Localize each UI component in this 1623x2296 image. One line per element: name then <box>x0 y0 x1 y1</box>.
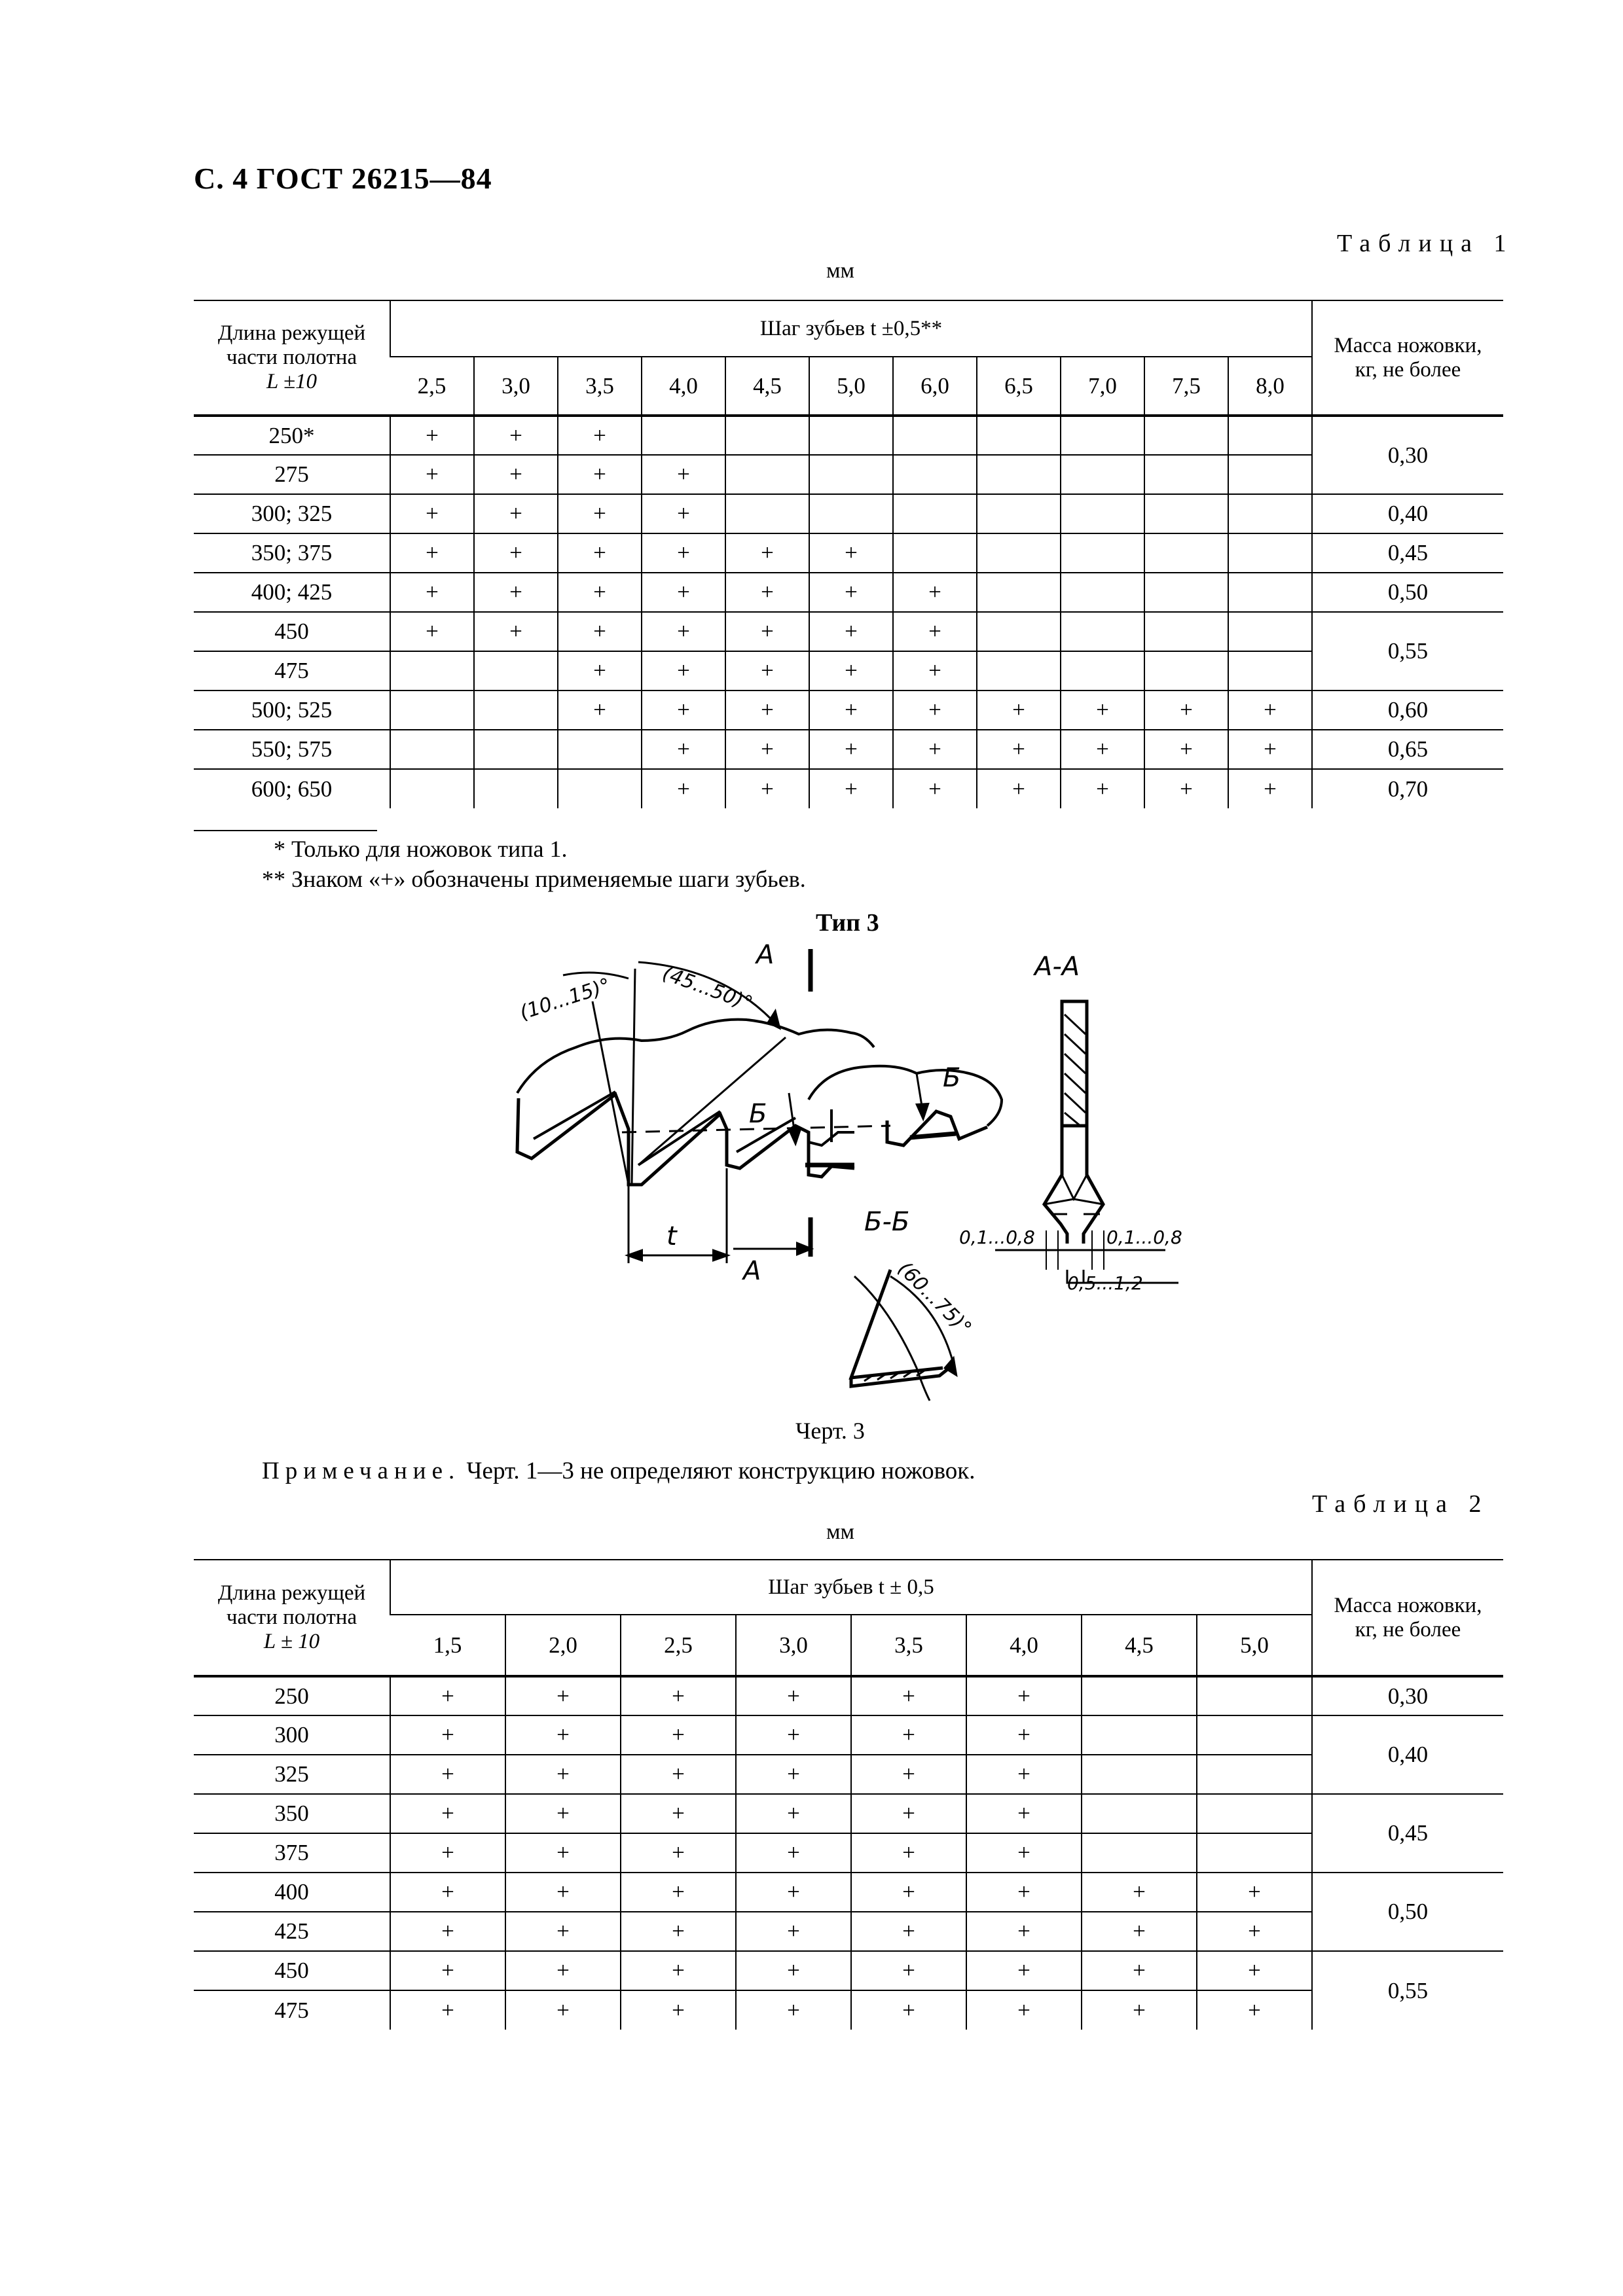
pitch-cell: + <box>621 1873 736 1912</box>
pitch-cell: + <box>621 1833 736 1873</box>
pitch-cell: + <box>390 1794 505 1833</box>
pitch-header-cell: 3,5 <box>851 1615 966 1676</box>
pitch-cell: + <box>390 573 474 612</box>
pitch-cell <box>1144 494 1228 533</box>
pitch-cell <box>893 455 977 494</box>
pitch-cell: + <box>809 769 893 808</box>
pitch-cell <box>1228 455 1312 494</box>
angle-label-1: (10...15)° <box>517 974 613 1025</box>
pitch-cell <box>474 691 558 730</box>
length-cell: 450 <box>194 1951 390 1990</box>
pitch-cell: + <box>966 1912 1082 1951</box>
pitch-cell: + <box>736 1715 851 1755</box>
pitch-label: t <box>666 1221 677 1251</box>
pitch-cell <box>1228 651 1312 691</box>
pitch-header-cell: 5,0 <box>809 357 893 416</box>
pitch-cell: + <box>809 612 893 651</box>
table2-pitch-header: Шаг зубьев t ± 0,5 <box>390 1560 1312 1615</box>
pitch-cell: + <box>558 494 642 533</box>
pitch-cell: + <box>893 730 977 769</box>
pitch-cell: + <box>851 1676 966 1715</box>
pitch-cell <box>1061 533 1144 573</box>
table-row <box>194 455 1503 494</box>
pitch-cell: + <box>1197 1951 1312 1990</box>
pitch-cell: + <box>966 1755 1082 1794</box>
pitch-cell <box>1197 1794 1312 1833</box>
pitch-cell: + <box>390 455 474 494</box>
pitch-cell: + <box>966 1676 1082 1715</box>
view-aa-label: А-А <box>1034 952 1080 982</box>
pitch-cell: + <box>725 651 809 691</box>
pitch-cell <box>1061 494 1144 533</box>
dim-right-label: 0,1...0,8 <box>1106 1227 1182 1248</box>
pitch-cell: + <box>851 1755 966 1794</box>
pitch-cell <box>893 533 977 573</box>
pitch-cell: + <box>1082 1873 1197 1912</box>
pitch-cell: + <box>736 1833 851 1873</box>
table-row <box>194 691 1503 730</box>
pitch-header-cell: 4,5 <box>1082 1615 1197 1676</box>
pitch-cell <box>809 416 893 455</box>
table-row <box>194 533 1503 573</box>
pitch-cell: + <box>966 1794 1082 1833</box>
pitch-cell <box>1082 1794 1197 1833</box>
pitch-header-cell: 6,0 <box>893 357 977 416</box>
pitch-cell: + <box>1197 1912 1312 1951</box>
table2 <box>194 1559 1503 2030</box>
pitch-cell <box>893 416 977 455</box>
pitch-cell: + <box>893 769 977 808</box>
pitch-cell <box>977 455 1061 494</box>
pitch-cell: + <box>390 1873 505 1912</box>
pitch-cell: + <box>390 1715 505 1755</box>
pitch-cell <box>1197 1755 1312 1794</box>
pitch-header-cell: 4,5 <box>725 357 809 416</box>
table-row <box>194 730 1503 769</box>
pitch-cell: + <box>1082 1912 1197 1951</box>
pitch-cell <box>558 769 642 808</box>
pitch-header-cell: 1,5 <box>390 1615 505 1676</box>
pitch-cell <box>390 651 474 691</box>
pitch-cell <box>1061 416 1144 455</box>
footnote-1: * Только для ножовок типа 1. <box>274 836 568 862</box>
pitch-cell <box>1082 1676 1197 1715</box>
pitch-cell: + <box>966 1951 1082 1990</box>
pitch-cell <box>809 494 893 533</box>
pitch-cell: + <box>851 1951 966 1990</box>
pitch-cell <box>642 416 725 455</box>
pitch-cell <box>1197 1676 1312 1715</box>
pitch-cell: + <box>390 1833 505 1873</box>
pitch-cell: + <box>642 691 725 730</box>
mass-cell: 0,30 <box>1312 416 1503 494</box>
table2-units: мм <box>826 1520 855 1544</box>
pitch-cell: + <box>558 651 642 691</box>
pitch-cell <box>1144 573 1228 612</box>
mass-cell: 0,55 <box>1312 1951 1503 2030</box>
dim-mid-label: 0,5...1,2 <box>1067 1272 1143 1294</box>
pitch-cell: + <box>505 1912 621 1951</box>
mass-cell: 0,55 <box>1312 612 1503 691</box>
pitch-cell: + <box>390 1912 505 1951</box>
pitch-cell: + <box>966 1833 1082 1873</box>
mass-cell: 0,65 <box>1312 730 1503 769</box>
pitch-header-cell: 2,5 <box>621 1615 736 1676</box>
pitch-cell: + <box>642 494 725 533</box>
pitch-cell <box>1144 533 1228 573</box>
pitch-header-cell: 3,0 <box>474 357 558 416</box>
pitch-cell <box>1082 1755 1197 1794</box>
table-row <box>194 1873 1503 1912</box>
pitch-cell <box>1144 651 1228 691</box>
pitch-cell: + <box>505 1794 621 1833</box>
figure-caption: Черт. 3 <box>795 1418 865 1444</box>
table2-caption: Таблица 2 <box>1312 1490 1489 1518</box>
pitch-cell: + <box>809 730 893 769</box>
mass-cell: 0,70 <box>1312 769 1503 808</box>
pitch-cell: + <box>642 455 725 494</box>
pitch-cell: + <box>505 1990 621 2030</box>
pitch-cell <box>977 494 1061 533</box>
pitch-cell: + <box>736 1990 851 2030</box>
table-row <box>194 769 1503 808</box>
pitch-cell: + <box>893 612 977 651</box>
page-header: С. 4 ГОСТ 26215—84 <box>194 162 492 195</box>
pitch-cell: + <box>474 455 558 494</box>
pitch-cell <box>1228 494 1312 533</box>
pitch-cell: + <box>558 533 642 573</box>
mass-cell: 0,60 <box>1312 691 1503 730</box>
length-cell: 400 <box>194 1873 390 1912</box>
length-cell: 250* <box>194 416 390 455</box>
pitch-cell <box>1228 612 1312 651</box>
pitch-cell <box>893 494 977 533</box>
pitch-cell <box>1228 416 1312 455</box>
mass-cell: 0,40 <box>1312 1715 1503 1794</box>
length-cell: 325 <box>194 1755 390 1794</box>
pitch-cell: + <box>642 573 725 612</box>
pitch-cell: + <box>893 573 977 612</box>
pitch-header-cell: 6,5 <box>977 357 1061 416</box>
section-a-label-top: А <box>756 942 775 970</box>
pitch-cell: + <box>505 1873 621 1912</box>
pitch-cell <box>390 769 474 808</box>
pitch-cell: + <box>1228 691 1312 730</box>
note <box>262 1457 976 1485</box>
table2-mass-header: Масса ножовки, кг, не более <box>1312 1560 1503 1676</box>
table2-length-header: Длина режущей части полотна L ± 10 <box>194 1560 390 1676</box>
pitch-cell: + <box>1228 730 1312 769</box>
pitch-cell: + <box>725 769 809 808</box>
note-label: Примечание. <box>262 1458 461 1484</box>
pitch-cell: + <box>621 1715 736 1755</box>
table-row <box>194 1794 1503 1833</box>
pitch-cell: + <box>851 1715 966 1755</box>
pitch-cell <box>977 573 1061 612</box>
table-row <box>194 1951 1503 1990</box>
saw-tooth-drawing <box>498 942 1231 1414</box>
pitch-cell: + <box>1061 730 1144 769</box>
pitch-cell <box>390 691 474 730</box>
pitch-cell: + <box>736 1755 851 1794</box>
pitch-cell: + <box>558 691 642 730</box>
pitch-cell: + <box>966 1715 1082 1755</box>
pitch-cell <box>1228 533 1312 573</box>
pitch-cell: + <box>1228 769 1312 808</box>
length-cell: 475 <box>194 651 390 691</box>
dim-left-label: 0,1...0,8 <box>959 1227 1035 1248</box>
pitch-header-cell: 7,5 <box>1144 357 1228 416</box>
pitch-cell: + <box>1144 769 1228 808</box>
table1 <box>194 300 1503 808</box>
footnote-2: ** Знаком «+» обозначены применяемые шаги зубьев. <box>262 866 806 892</box>
note-text: Черт. 1—3 не определяют конструкцию ножовок. <box>460 1458 976 1484</box>
pitch-cell: + <box>851 1912 966 1951</box>
table-row <box>194 494 1503 533</box>
pitch-header-cell: 3,0 <box>736 1615 851 1676</box>
pitch-cell: + <box>725 612 809 651</box>
mass-cell: 0,45 <box>1312 1794 1503 1873</box>
pitch-cell <box>977 533 1061 573</box>
pitch-cell: + <box>725 730 809 769</box>
pitch-cell <box>1061 455 1144 494</box>
pitch-cell: + <box>621 1676 736 1715</box>
pitch-header-cell: 5,0 <box>1197 1615 1312 1676</box>
length-cell: 250 <box>194 1676 390 1715</box>
table-row <box>194 1715 1503 1755</box>
pitch-cell: + <box>558 573 642 612</box>
pitch-cell: + <box>558 416 642 455</box>
pitch-cell: + <box>390 533 474 573</box>
pitch-cell <box>809 455 893 494</box>
table-row <box>194 1676 1503 1715</box>
table1-mass-header: Масса ножовки, кг, не более <box>1312 300 1503 416</box>
pitch-cell <box>725 455 809 494</box>
mass-cell: 0,30 <box>1312 1676 1503 1715</box>
pitch-header-cell: 4,0 <box>642 357 725 416</box>
pitch-cell: + <box>851 1873 966 1912</box>
pitch-cell: + <box>390 612 474 651</box>
length-cell: 300 <box>194 1715 390 1755</box>
pitch-cell <box>1061 612 1144 651</box>
pitch-header-cell: 4,0 <box>966 1615 1082 1676</box>
pitch-cell: + <box>505 1676 621 1715</box>
pitch-cell: + <box>809 573 893 612</box>
table-row <box>194 1833 1503 1873</box>
pitch-cell: + <box>736 1912 851 1951</box>
pitch-cell: + <box>809 691 893 730</box>
pitch-cell: + <box>851 1794 966 1833</box>
pitch-header-cell: 2,0 <box>505 1615 621 1676</box>
pitch-cell: + <box>736 1873 851 1912</box>
table-row <box>194 1912 1503 1951</box>
pitch-cell <box>725 416 809 455</box>
length-cell: 300; 325 <box>194 494 390 533</box>
length-cell: 425 <box>194 1912 390 1951</box>
table1-length-header: Длина режущей части полотна L ±10 <box>194 300 390 416</box>
pitch-cell: + <box>1082 1951 1197 1990</box>
pitch-cell: + <box>390 1755 505 1794</box>
mass-cell: 0,45 <box>1312 533 1503 573</box>
pitch-cell: + <box>621 1912 736 1951</box>
table-row <box>194 1755 1503 1794</box>
section-b-label-right: Б <box>943 1063 961 1093</box>
mass-cell: 0,50 <box>1312 573 1503 612</box>
mass-cell: 0,40 <box>1312 494 1503 533</box>
pitch-cell: + <box>1061 769 1144 808</box>
pitch-cell: + <box>390 1990 505 2030</box>
pitch-cell: + <box>505 1755 621 1794</box>
pitch-cell <box>977 416 1061 455</box>
pitch-header-cell: 3,5 <box>558 357 642 416</box>
pitch-cell <box>1082 1715 1197 1755</box>
length-cell: 450 <box>194 612 390 651</box>
pitch-cell <box>474 651 558 691</box>
table1-units: мм <box>826 259 855 283</box>
table1-caption: Таблица 1 <box>1337 230 1514 257</box>
pitch-cell <box>1197 1833 1312 1873</box>
footnote-rule <box>194 830 377 831</box>
pitch-cell: + <box>642 533 725 573</box>
view-bb-label: Б-Б <box>864 1207 910 1237</box>
section-a-label-bottom: А <box>743 1256 761 1286</box>
section-b-label-left: Б <box>749 1099 767 1129</box>
pitch-cell: + <box>1144 730 1228 769</box>
pitch-cell: + <box>621 1951 736 1990</box>
pitch-cell: + <box>725 691 809 730</box>
pitch-cell: + <box>390 1676 505 1715</box>
pitch-cell <box>1061 651 1144 691</box>
pitch-cell: + <box>725 573 809 612</box>
pitch-cell: + <box>736 1951 851 1990</box>
pitch-cell: + <box>474 416 558 455</box>
pitch-header-cell: 2,5 <box>390 357 474 416</box>
length-cell: 350 <box>194 1794 390 1833</box>
length-cell: 475 <box>194 1990 390 2030</box>
pitch-header-cell: 7,0 <box>1061 357 1144 416</box>
pitch-cell: + <box>642 651 725 691</box>
pitch-cell <box>1144 612 1228 651</box>
mass-cell: 0,50 <box>1312 1873 1503 1951</box>
table-row <box>194 573 1503 612</box>
pitch-cell: + <box>736 1794 851 1833</box>
table-row <box>194 612 1503 651</box>
table-row <box>194 416 1503 455</box>
pitch-cell: + <box>977 769 1061 808</box>
pitch-cell: + <box>621 1755 736 1794</box>
table1-pitch-header: Шаг зубьев t ±0,5** <box>390 300 1312 357</box>
pitch-cell <box>474 730 558 769</box>
pitch-cell: + <box>474 612 558 651</box>
pitch-cell: + <box>1197 1873 1312 1912</box>
pitch-cell <box>474 769 558 808</box>
pitch-cell: + <box>1082 1990 1197 2030</box>
pitch-cell: + <box>390 1951 505 1990</box>
pitch-cell: + <box>621 1794 736 1833</box>
pitch-cell <box>558 730 642 769</box>
pitch-cell: + <box>893 691 977 730</box>
pitch-cell: + <box>474 533 558 573</box>
pitch-cell: + <box>558 612 642 651</box>
pitch-cell <box>1144 455 1228 494</box>
pitch-cell <box>725 494 809 533</box>
angle-label-3: (60...75)° <box>893 1257 976 1340</box>
pitch-cell: + <box>558 455 642 494</box>
length-cell: 350; 375 <box>194 533 390 573</box>
length-cell: 375 <box>194 1833 390 1873</box>
length-cell: 400; 425 <box>194 573 390 612</box>
pitch-cell: + <box>966 1990 1082 2030</box>
pitch-cell: + <box>1197 1990 1312 2030</box>
pitch-cell: + <box>505 1833 621 1873</box>
pitch-cell: + <box>474 573 558 612</box>
length-cell: 600; 650 <box>194 769 390 808</box>
pitch-cell: + <box>851 1833 966 1873</box>
pitch-cell: + <box>621 1990 736 2030</box>
pitch-cell <box>977 612 1061 651</box>
pitch-cell: + <box>390 494 474 533</box>
pitch-cell: + <box>809 651 893 691</box>
pitch-cell: + <box>642 769 725 808</box>
pitch-cell: + <box>893 651 977 691</box>
pitch-cell: + <box>736 1676 851 1715</box>
pitch-cell: + <box>977 730 1061 769</box>
pitch-cell <box>1144 416 1228 455</box>
pitch-cell: + <box>851 1990 966 2030</box>
pitch-cell <box>1197 1715 1312 1755</box>
table-row <box>194 1990 1503 2030</box>
pitch-cell <box>1228 573 1312 612</box>
length-cell: 500; 525 <box>194 691 390 730</box>
pitch-cell: + <box>966 1873 1082 1912</box>
pitch-cell: + <box>474 494 558 533</box>
pitch-cell <box>1061 573 1144 612</box>
pitch-cell <box>1082 1833 1197 1873</box>
pitch-cell: + <box>977 691 1061 730</box>
length-cell: 275 <box>194 455 390 494</box>
length-cell: 550; 575 <box>194 730 390 769</box>
table-row <box>194 651 1503 691</box>
pitch-cell: + <box>390 416 474 455</box>
angle-label-2: (45...50)° <box>659 961 756 1016</box>
figure-title: Тип 3 <box>816 909 879 937</box>
pitch-cell <box>390 730 474 769</box>
pitch-cell: + <box>1061 691 1144 730</box>
pitch-cell: + <box>505 1951 621 1990</box>
pitch-cell: + <box>642 730 725 769</box>
pitch-cell <box>977 651 1061 691</box>
pitch-cell: + <box>725 533 809 573</box>
pitch-header-cell: 8,0 <box>1228 357 1312 416</box>
pitch-cell: + <box>1144 691 1228 730</box>
pitch-cell: + <box>809 533 893 573</box>
pitch-cell: + <box>505 1715 621 1755</box>
pitch-cell: + <box>642 612 725 651</box>
